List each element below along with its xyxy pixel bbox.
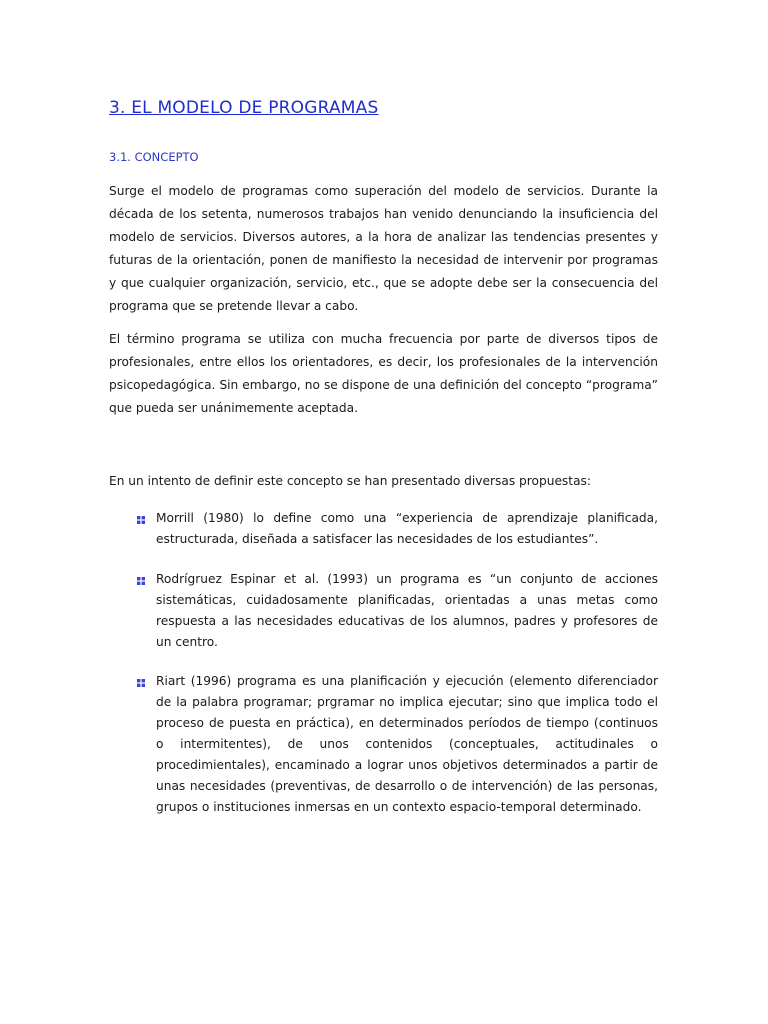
diamond-bullet-icon: [136, 576, 146, 586]
paragraph-intro: Surge el modelo de programas como superación del modelo de servicios. Durante la década de los setenta, numerosos trabajos han venido denunciando la insuficiencia del modelo de servicios. Diversos autores, a la hora de analizar las tendencias presentes y futuras de la orientación, ponen de manifiesto la necesidad de intervenir por programas y que cualquier organización, servicio, etc., que se adopte debe ser la consecuencia del programa que se pretende llevar a cabo.: [109, 184, 658, 313]
diamond-bullet-icon: [136, 515, 146, 525]
section-heading: 3. EL MODELO DE PROGRAMAS: [109, 98, 379, 118]
subsection-heading: 3.1. CONCEPTO: [109, 150, 199, 164]
list-item-text: Rodrígruez Espinar et al. (1993) un programa es “un conjunto de acciones sistemáticas, cuidadosamente planificadas, orientadas a unas metas como respuesta a las necesidades educativas de los alumnos, padres y profesores de un centro.: [156, 572, 658, 649]
paragraph-proposals: En un intento de definir este concepto se han presentado diversas propuestas:: [109, 474, 591, 488]
paragraph-term: El término programa se utiliza con mucha frecuencia por parte de diversos tipos de profesionales, entre ellos los orientadores, es decir, los profesionales de la intervención psicopedagógica. Sin embargo, no se dispone de una definición del concepto “programa” que pueda ser unánimemente aceptada.: [109, 332, 658, 415]
diamond-bullet-icon: [136, 678, 146, 688]
list-item-text: Morrill (1980) lo define como una “experiencia de aprendizaje planificada, estructurada, diseñada a satisfacer las necesidades de los estudiantes”.: [156, 511, 658, 546]
list-item-text: Riart (1996) programa es una planificación y ejecución (elemento diferenciador de la palabra programar; prgramar no implica ejecutar; sino que implica todo el proceso de puesta en práctica), en determinados períodos de tiempo (continuos o intermitentes), de unos contenidos (conceptuales, actitudinales o procedimientales), encaminado a lograr unos objetivos determinados a partir de unas necesidades (preventivas, de desarrollo o de intervención) de las personas, grupos o instituciones inmersas en un contexto espacio-temporal determinado.: [156, 674, 658, 814]
